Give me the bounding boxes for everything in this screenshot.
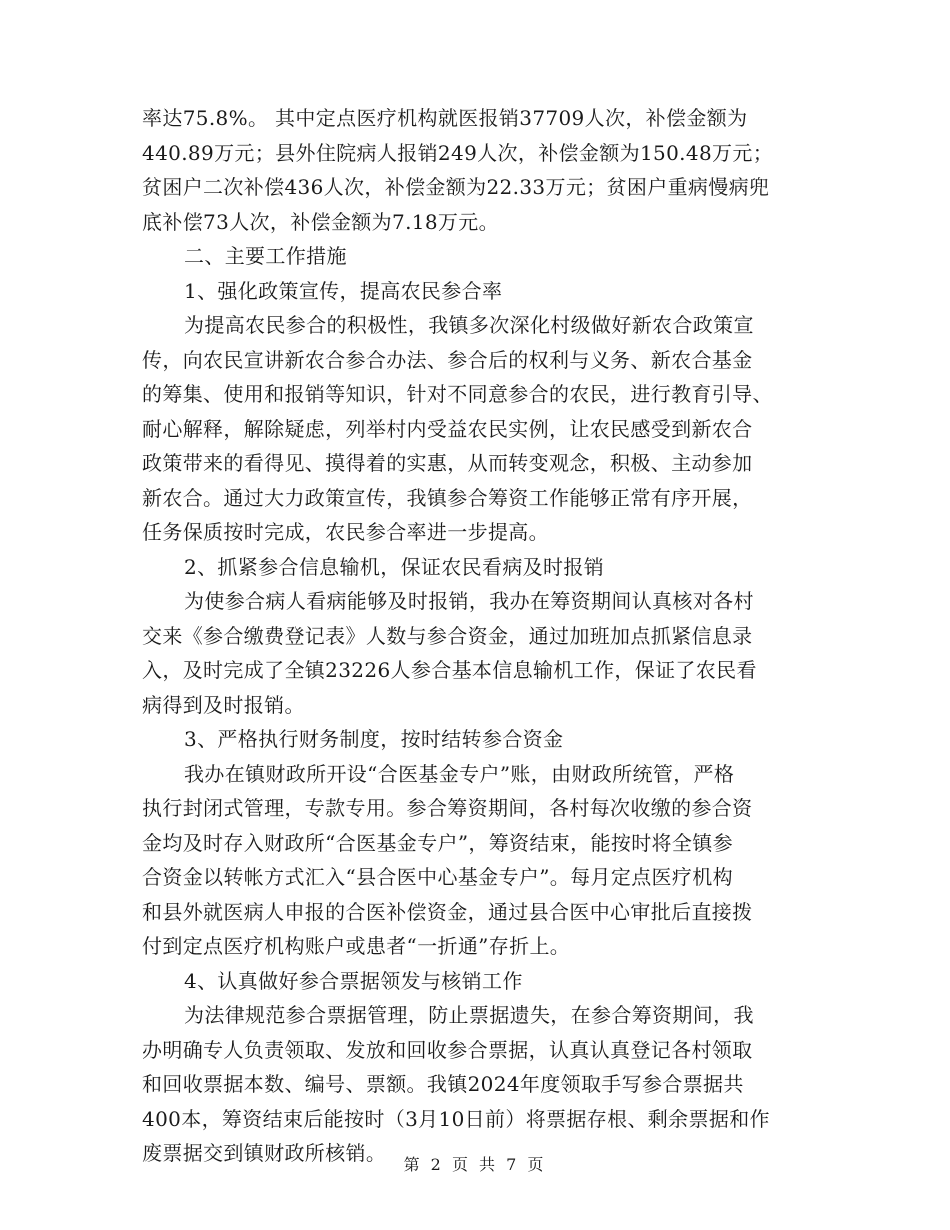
document-body <box>142 101 814 1171</box>
measure-heading: 2、抓紧参合信息输机，保证农民看病及时报销 <box>184 554 605 579</box>
measure-1 <box>142 274 814 550</box>
text-line: 440.89万元；县外住院病人报销249人次，补偿金额为150.48万元； <box>142 140 774 165</box>
text-line: 执行封闭式管理，专款专用。参合筹资期间，各村每次收缴的参合资 <box>142 796 753 820</box>
text-line: 和回收票据本数、编号、票额。我镇2024年度领取手写参合票据共 <box>142 1072 744 1096</box>
text-line: 合资金以转帐方式汇入“县合医中心基金专户”。每月定点医疗机构 <box>142 865 733 889</box>
text-line: 耐心解释，解除疑虑，列举村内受益农民实例，让农民感受到新农合 <box>142 416 753 441</box>
text-line: 入，及时完成了全镇23226人参合基本信息输机工作，保证了农民看 <box>142 658 757 682</box>
measure-3 <box>142 722 814 964</box>
text-line: 400本，筹资结束后能按时（3月10日前）将票据存根、剩余票据和作 <box>142 1106 770 1131</box>
text-line: 率达75.8%。 其中定点医疗机构就医报销37709人次，补偿金额为 <box>142 106 748 130</box>
text-line: 交来《参合缴费登记表》人数与参合资金，通过加班加点抓紧信息录 <box>142 623 753 648</box>
measure-4 <box>142 964 814 1171</box>
text-line: 我办在镇财政所开设“合医基金专户”账，由财政所统管，严格 <box>184 761 735 786</box>
text-line: 和县外就医病人申报的合医补偿资金，通过县合医中心审批后直接拨 <box>142 899 753 924</box>
text-line: 金均及时存入财政所“合医基金专户”，筹资结束，能按时将全镇参 <box>142 830 733 855</box>
text-line: 为法律规范参合票据管理，防止票据遗失，在参合筹资期间，我 <box>184 1003 754 1027</box>
text-line: 为使参合病人看病能够及时报销，我办在筹资期间认真核对各村 <box>184 589 754 613</box>
measure-heading: 4、认真做好参合票据领发与核销工作 <box>184 968 523 993</box>
text-line: 新农合。通过大力政策宣传，我镇参合筹资工作能够正常有序开展， <box>142 485 753 510</box>
paragraph-continued <box>142 101 814 239</box>
text-line: 付到定点医疗机构账户或患者“一折通”存折上。 <box>142 934 571 958</box>
measure-heading: 3、严格执行财务制度，按时结转参合资金 <box>184 727 564 751</box>
page-number-footer: 第 2 页 共 7 页 <box>403 1155 547 1174</box>
text-line: 底补偿73人次，补偿金额为7.18万元。 <box>142 209 499 234</box>
text-line: 病得到及时报销。 <box>142 692 305 717</box>
text-line: 传，向农民宣讲新农合参合办法、参合后的权利与义务、新农合基金 <box>142 347 753 372</box>
text-line: 任务保质按时完成，农民参合率进一步提高。 <box>142 520 549 544</box>
text-line: 贫困户二次补偿436人次，补偿金额为22.33万元；贫困户重病慢病兜 <box>142 175 770 199</box>
section-heading: 二、主要工作措施 <box>184 244 347 268</box>
text-line: 废票据交到镇财政所核销。 <box>142 1141 387 1165</box>
measure-2 <box>142 550 814 723</box>
measure-heading: 1、强化政策宣传，提高农民参合率 <box>184 278 503 303</box>
text-line: 政策带来的看得见、摸得着的实惠，从而转变观念，积极、主动参加 <box>142 451 753 475</box>
text-line: 为提高农民参合的积极性，我镇多次深化村级做好新农合政策宣 <box>184 313 754 337</box>
text-line: 办明确专人负责领取、发放和回收参合票据，认真认真登记各村领取 <box>142 1037 753 1062</box>
text-line: 的筹集、使用和报销等知识，针对不同意参合的农民，进行教育引导、 <box>142 382 773 406</box>
